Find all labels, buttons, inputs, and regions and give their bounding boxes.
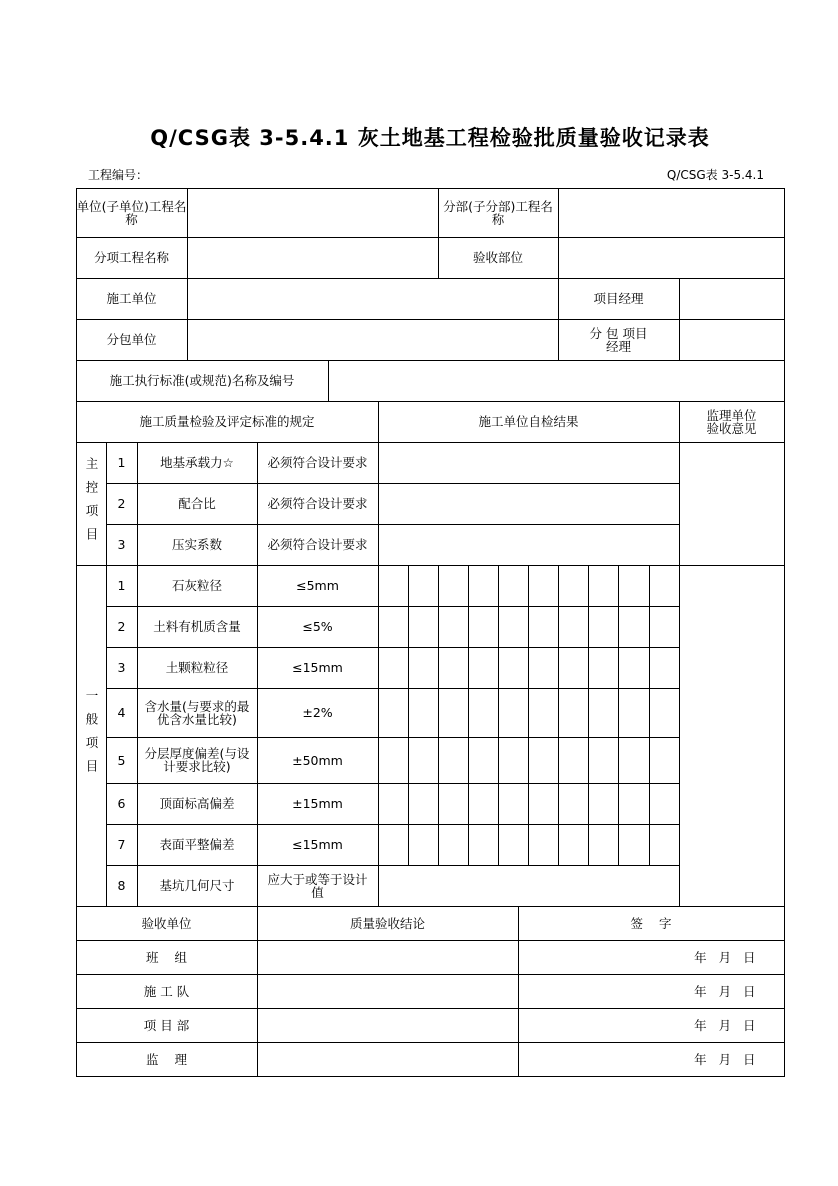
item-name: 压实系数	[137, 524, 258, 566]
measurement-cell[interactable]	[438, 737, 469, 784]
item-no: 5	[106, 737, 138, 784]
main-items-group: 主控项目	[84, 456, 99, 551]
measurement-cell[interactable]	[618, 688, 650, 738]
measurement-cell[interactable]	[528, 783, 559, 825]
signature-field[interactable]: 年 月 日	[518, 940, 785, 975]
measurement-cell[interactable]	[558, 688, 589, 738]
measurement-cell[interactable]	[468, 606, 499, 648]
measurement-cell[interactable]	[498, 688, 529, 738]
measurement-cell[interactable]	[649, 647, 680, 689]
measurement-cell[interactable]	[378, 783, 409, 825]
item-no: 4	[106, 688, 138, 738]
item-requirement: ≤15mm	[257, 647, 379, 689]
self-check-header: 施工单位自检结果	[378, 401, 680, 443]
item-name: 配合比	[137, 483, 258, 525]
project-no-label: 工程编号：	[88, 168, 149, 182]
signoff-unit: 项 目 部	[76, 1008, 258, 1043]
contractor-field[interactable]	[187, 278, 559, 320]
self-check-field[interactable]	[378, 442, 680, 484]
measurement-cell[interactable]	[498, 606, 529, 648]
unit-project-label: 单位(子单位)工程名称	[76, 188, 188, 238]
item-requirement: ±15mm	[257, 783, 379, 825]
measurement-cell[interactable]	[468, 783, 499, 825]
item-name: 含水量(与要求的最优含水量比较)	[137, 688, 258, 738]
measurement-cell[interactable]	[558, 737, 589, 784]
item-requirement: 必须符合设计要求	[257, 442, 379, 484]
item-name: 表面平整偏差	[137, 824, 258, 866]
main-items-group-cell	[76, 442, 107, 566]
measurement-cell[interactable]	[588, 565, 619, 607]
measurement-cell[interactable]	[468, 647, 499, 689]
item-requirement: 必须符合设计要求	[257, 524, 379, 566]
measurement-cell[interactable]	[438, 647, 469, 689]
item-name: 地基承载力☆	[137, 442, 258, 484]
item-no: 1	[106, 442, 138, 484]
measurement-cell[interactable]	[649, 688, 680, 738]
division-project-field[interactable]	[558, 188, 785, 238]
measurement-cell[interactable]	[498, 783, 529, 825]
spec-header: 施工质量检验及评定标准的规定	[76, 401, 379, 443]
subcontractor-label: 分包单位	[76, 319, 188, 361]
conclusion-field[interactable]	[257, 974, 519, 1009]
standard-field[interactable]	[328, 360, 785, 402]
measurement-cell[interactable]	[498, 737, 529, 784]
measurement-cell[interactable]	[618, 606, 650, 648]
measurement-cell[interactable]	[438, 783, 469, 825]
measurement-cell[interactable]	[528, 647, 559, 689]
measurement-cell[interactable]	[618, 783, 650, 825]
signoff-header-conclusion: 质量验收结论	[257, 906, 519, 941]
item-no: 2	[106, 606, 138, 648]
main-supervisor-field[interactable]	[679, 442, 785, 566]
item-name: 分层厚度偏差(与设计要求比较)	[137, 737, 258, 784]
measurement-cell[interactable]	[378, 606, 409, 648]
general-supervisor-field[interactable]	[679, 565, 785, 907]
measurement-cell[interactable]	[408, 606, 439, 648]
measurement-cell[interactable]	[528, 565, 559, 607]
measurement-cell[interactable]	[408, 565, 439, 607]
form-code: Q/CSG表 3-5.4.1	[666, 168, 764, 182]
measurement-cell[interactable]	[528, 824, 559, 866]
acceptance-part-label: 验收部位	[438, 237, 559, 279]
measurement-cell[interactable]	[438, 688, 469, 738]
measurement-cell[interactable]	[378, 824, 409, 866]
acceptance-part-field[interactable]	[558, 237, 785, 279]
subitem-project-label: 分项工程名称	[76, 237, 188, 279]
measurement-cell[interactable]	[588, 688, 619, 738]
sub-project-manager-label: 分 包 项目经理	[558, 319, 680, 361]
conclusion-field[interactable]	[257, 1008, 519, 1043]
project-manager-field[interactable]	[679, 278, 785, 320]
measurement-cell[interactable]	[438, 824, 469, 866]
measurement-cell[interactable]	[378, 688, 409, 738]
measurement-cell[interactable]	[649, 606, 680, 648]
unit-project-field[interactable]	[187, 188, 439, 238]
measurement-cell[interactable]	[528, 688, 559, 738]
item-no: 1	[106, 565, 138, 607]
item-requirement: ±50mm	[257, 737, 379, 784]
measurement-cell[interactable]	[498, 565, 529, 607]
item-name: 顶面标高偏差	[137, 783, 258, 825]
self-check-field[interactable]	[378, 483, 680, 525]
item-name: 基坑几何尺寸	[137, 865, 258, 907]
measurement-cell[interactable]	[618, 824, 650, 866]
item-requirement: ±2%	[257, 688, 379, 738]
contractor-label: 施工单位	[76, 278, 188, 320]
signature-field[interactable]: 年 月 日	[518, 1042, 785, 1077]
signoff-unit: 班 组	[76, 940, 258, 975]
measurement-cell[interactable]	[438, 606, 469, 648]
measurement-cell[interactable]	[468, 565, 499, 607]
measurement-cell[interactable]	[408, 737, 439, 784]
measurement-cell[interactable]	[588, 647, 619, 689]
measurement-cell[interactable]	[498, 824, 529, 866]
measurement-cell[interactable]	[378, 565, 409, 607]
item-name: 石灰粒径	[137, 565, 258, 607]
item-no: 3	[106, 647, 138, 689]
signature-field[interactable]: 年 月 日	[518, 974, 785, 1009]
measurement-cell[interactable]	[408, 647, 439, 689]
measurement-cell[interactable]	[378, 647, 409, 689]
measurement-cell[interactable]	[408, 688, 439, 738]
item-requirement: ≤5mm	[257, 565, 379, 607]
self-check-field[interactable]	[378, 524, 680, 566]
measurement-cell[interactable]	[558, 647, 589, 689]
general-items-group: 一般项目	[84, 688, 99, 783]
measurement-cell[interactable]	[468, 824, 499, 866]
subcontractor-field[interactable]	[187, 319, 559, 361]
signoff-header-unit: 验收单位	[76, 906, 258, 941]
measurement-cell[interactable]	[468, 737, 499, 784]
item-no: 8	[106, 865, 138, 907]
measurement-cell[interactable]	[618, 647, 650, 689]
measurement-cell[interactable]	[649, 737, 680, 784]
subitem-project-field[interactable]	[187, 237, 439, 279]
measurement-cell[interactable]	[378, 737, 409, 784]
measurement-cell[interactable]	[408, 783, 439, 825]
signature-field[interactable]: 年 月 日	[518, 1008, 785, 1043]
supervisor-header: 监理单位验收意见	[679, 401, 785, 443]
item-no: 3	[106, 524, 138, 566]
sub-project-manager-field[interactable]	[679, 319, 785, 361]
item-no: 2	[106, 483, 138, 525]
measurement-cell[interactable]	[468, 688, 499, 738]
signoff-unit: 施 工 队	[76, 974, 258, 1009]
measurement-cell[interactable]	[649, 783, 680, 825]
measurement-cell[interactable]	[588, 783, 619, 825]
item-requirement: 必须符合设计要求	[257, 483, 379, 525]
project-manager-label: 项目经理	[558, 278, 680, 320]
item-name: 土颗粒粒径	[137, 647, 258, 689]
standard-label: 施工执行标准(或规范)名称及编号	[76, 360, 329, 402]
item-name: 土料有机质含量	[137, 606, 258, 648]
measurement-cell[interactable]	[588, 737, 619, 784]
self-check-field[interactable]	[378, 865, 680, 907]
conclusion-field[interactable]	[257, 940, 519, 975]
measurement-cell[interactable]	[528, 737, 559, 784]
signoff-header-signature: 签 字	[518, 906, 785, 941]
item-requirement: ≤5%	[257, 606, 379, 648]
page-title: Q/CSG表 3-5.4.1 灰土地基工程检验批质量验收记录表	[150, 126, 710, 150]
general-items-group-cell	[76, 565, 107, 907]
division-project-label: 分部(子分部)工程名称	[438, 188, 559, 238]
measurement-cell[interactable]	[558, 565, 589, 607]
item-no: 7	[106, 824, 138, 866]
measurement-cell[interactable]	[618, 737, 650, 784]
item-no: 6	[106, 783, 138, 825]
measurement-cell[interactable]	[558, 606, 589, 648]
conclusion-field[interactable]	[257, 1042, 519, 1077]
item-requirement: ≤15mm	[257, 824, 379, 866]
measurement-cell[interactable]	[558, 783, 589, 825]
item-requirement: 应大于或等于设计值	[257, 865, 379, 907]
measurement-cell[interactable]	[408, 824, 439, 866]
measurement-cell[interactable]	[588, 824, 619, 866]
measurement-cell[interactable]	[528, 606, 559, 648]
measurement-cell[interactable]	[588, 606, 619, 648]
measurement-cell[interactable]	[558, 824, 589, 866]
measurement-cell[interactable]	[649, 565, 680, 607]
measurement-cell[interactable]	[498, 647, 529, 689]
signoff-unit: 监 理	[76, 1042, 258, 1077]
measurement-cell[interactable]	[438, 565, 469, 607]
measurement-cell[interactable]	[618, 565, 650, 607]
measurement-cell[interactable]	[649, 824, 680, 866]
